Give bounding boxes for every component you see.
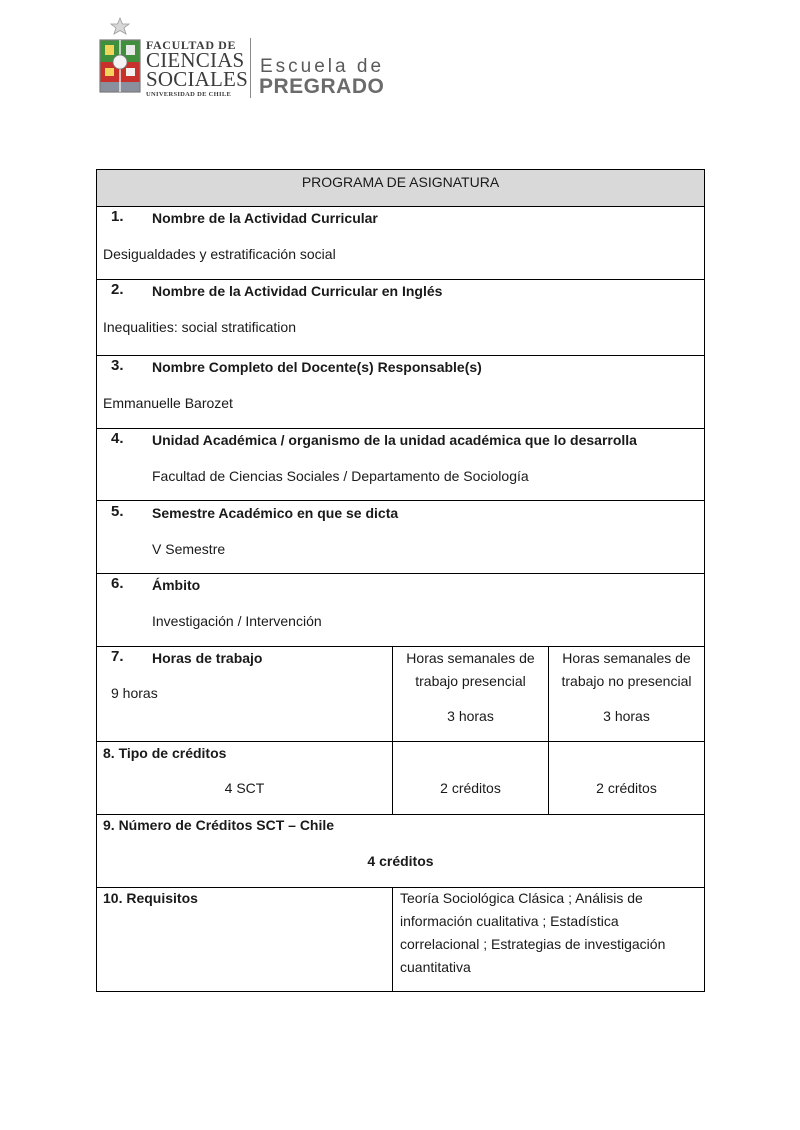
course-program-form	[96, 169, 705, 992]
row-border	[97, 887, 704, 888]
requirements-line4: cuantitativa	[400, 959, 471, 975]
section-2-label: Nombre de la Actividad Curricular en Inglés	[152, 283, 443, 299]
row-border	[97, 206, 704, 207]
section-2-number: 2.	[111, 281, 124, 298]
row-border	[97, 355, 704, 356]
faculty-line2: CIENCIAS	[146, 48, 245, 72]
section-7-value: 9 horas	[111, 685, 158, 701]
requirements-line3: correlacional ; Estrategias de investigación	[400, 936, 666, 952]
section-1-number: 1.	[111, 208, 124, 225]
section-9-value: 4 créditos	[367, 853, 434, 869]
faculty-line3: SOCIALES	[146, 67, 248, 91]
section-8-value: 4 SCT	[224, 780, 265, 796]
section-9-label: 9. Número de Créditos SCT – Chile	[103, 817, 335, 833]
row-border	[97, 646, 704, 647]
row-border	[97, 573, 704, 574]
section-10-label: 10. Requisitos	[103, 890, 198, 906]
university-name: UNIVERSIDAD DE CHILE	[146, 91, 232, 98]
section-4-number: 4.	[111, 430, 124, 447]
section-3-label: Nombre Completo del Docente(s) Responsable(s)	[152, 359, 482, 375]
section-5-label: Semestre Académico en que se dicta	[152, 505, 399, 521]
section-1-value: Desigualdades y estratificación social	[103, 246, 336, 262]
column-border	[392, 887, 393, 992]
row-border	[97, 741, 704, 742]
no-presencial-credits: 2 créditos	[596, 780, 657, 796]
section-6-label: Ámbito	[152, 577, 201, 593]
no-presencial-hours: 3 horas	[603, 708, 650, 724]
no-presencial-heading-line2: trabajo no presencial	[561, 673, 692, 689]
section-5-value: V Semestre	[152, 541, 226, 557]
section-8-label: 8. Tipo de créditos	[103, 745, 227, 761]
row-border	[97, 500, 704, 501]
form-title: PROGRAMA DE ASIGNATURA	[301, 174, 500, 190]
logo-divider	[250, 38, 251, 98]
section-7-label: Horas de trabajo	[152, 650, 263, 666]
section-5-number: 5.	[111, 503, 124, 520]
presencial-hours: 3 horas	[447, 708, 494, 724]
presencial-heading-line2: trabajo presencial	[415, 673, 526, 689]
section-4-value: Facultad de Ciencias Sociales / Departamento de Sociología	[152, 468, 529, 484]
presencial-heading-line1: Horas semanales de	[406, 650, 535, 666]
no-presencial-heading-line1: Horas semanales de	[562, 650, 691, 666]
section-1-label: Nombre de la Actividad Curricular	[152, 210, 378, 226]
school-line2: PREGRADO	[259, 75, 385, 98]
section-3-value: Emmanuelle Barozet	[103, 395, 233, 411]
presencial-credits: 2 créditos	[440, 780, 501, 796]
faculty-line1: FACULTAD DE	[146, 38, 237, 52]
requirements-line1: Teoría Sociológica Clásica ; Análisis de	[400, 890, 643, 906]
section-7-number: 7.	[111, 648, 124, 665]
section-6-value: Investigación / Intervención	[152, 613, 322, 629]
row-border	[97, 814, 704, 815]
section-2-value: Inequalities: social stratification	[103, 319, 296, 335]
section-4-label: Unidad Académica / organismo de la unidad académica que lo desarrolla	[152, 432, 637, 448]
section-6-number: 6.	[111, 575, 124, 592]
requirements-line2: información cualitativa ; Estadística	[400, 913, 619, 929]
university-crest-icon	[96, 16, 144, 100]
school-line1: Escuela de	[260, 56, 385, 77]
row-border	[97, 428, 704, 429]
row-border	[97, 279, 704, 280]
section-3-number: 3.	[111, 357, 124, 374]
